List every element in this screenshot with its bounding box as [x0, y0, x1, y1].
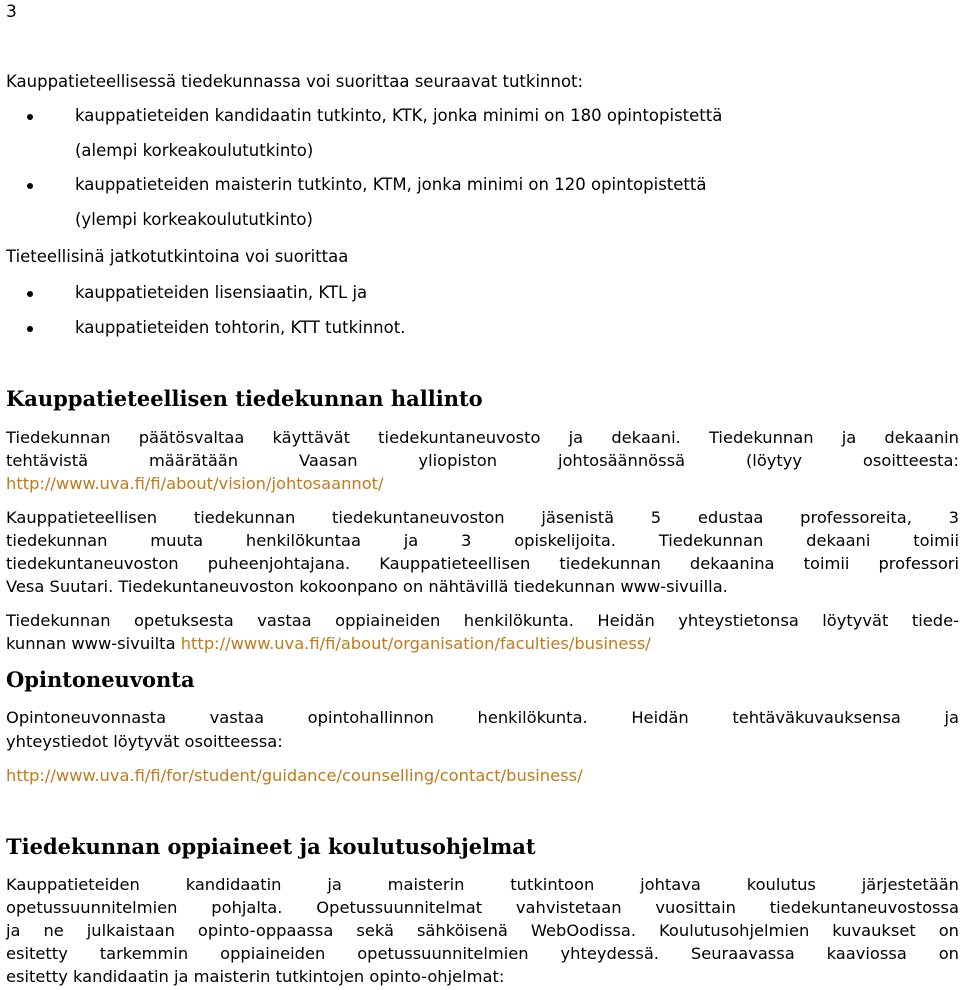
opintoneuvonta-p1-line: yhteystiedot löytyvät osoitteessa: — [6, 732, 283, 751]
list-item: kauppatieteiden lisensiaatin, KTL ja — [6, 276, 906, 311]
hallinto-p1-line — [6, 473, 959, 495]
list-item: kauppatieteiden tohtorin, KTT tutkinnot. — [6, 311, 906, 346]
postgrad-list — [6, 276, 906, 345]
hallinto-p1-line: tehtävistä määrätään Vaasan yliopiston johtosäännössä (löytyy osoitteesta: — [6, 451, 959, 470]
bullet-icon — [27, 291, 33, 297]
hallinto-p3-line: Tiedekunnan opetuksesta vastaa oppiaineiden henkilökunta. Heidän yhteystietonsa löytyvät tiede- — [6, 611, 959, 630]
section-heading-oppiaineet: Tiedekunnan oppiaineet ja koulutusohjelmat — [6, 834, 536, 859]
list-item-continuation: (alempi korkeakoulututkinto) — [75, 140, 314, 160]
postgrad-intro: Tieteellisinä jatkotutkintoina voi suorittaa — [6, 247, 349, 266]
opintoneuvonta-p1-line: Opintoneuvonnasta vastaa opintohallinnon henkilökunta. Heidän tehtäväkuvauksensa ja — [6, 708, 959, 727]
hallinto-p2-line: tiedekunnan muuta henkilökuntaa ja 3 opiskelijoita. Tiedekunnan dekaani toimii — [6, 531, 959, 550]
bullet-icon — [27, 114, 33, 120]
degrees-intro: Kauppatieteellisessä tiedekunnassa voi suorittaa seuraavat tutkinnot: — [6, 72, 584, 91]
johtosaannot-link[interactable]: http://www.uva.fi/fi/about/vision/johtosaannot/ — [6, 474, 384, 493]
list-item: kauppatieteiden maisterin tutkinto, KTM, jonka minimi on 120 opintopistettä — [6, 168, 906, 203]
degrees-list — [6, 99, 906, 237]
oppiaineet-line: esitetty tarkemmin oppiaineiden opetussuunnitelmien yhteydessä. Seuraavassa kaaviossa on — [6, 944, 959, 963]
hallinto-p1-line: Tiedekunnan päätösvaltaa käyttävät tiedekuntaneuvosto ja dekaani. Tiedekunnan ja dekaanin — [6, 428, 959, 447]
oppiaineet-line: Kauppatieteiden kandidaatin ja maisterin tutkintoon johtava koulutus järjestetään — [6, 875, 959, 894]
counselling-contact-link[interactable]: http://www.uva.fi/fi/for/student/guidance/counselling/contact/business/ — [6, 766, 583, 785]
hallinto-p2-line: Kauppatieteellisen tiedekunnan tiedekuntaneuvoston jäsenistä 5 edustaa professoreita, 3 — [6, 508, 959, 527]
section-heading-hallinto: Kauppatieteellisen tiedekunnan hallinto — [6, 386, 483, 411]
list-item-continuation: (ylempi korkeakoulututkinto) — [75, 209, 313, 229]
list-item: kauppatieteiden kandidaatin tutkinto, KTK, jonka minimi on 180 opintopistettä — [6, 99, 906, 134]
oppiaineet-line: opetussuunnitelmien pohjalta. Opetussuunnitelmat vahvistetaan vuosittain tiedekuntaneuvostossa — [6, 898, 959, 917]
bullet-icon — [27, 183, 33, 189]
hallinto-p2-line: Vesa Suutari. Tiedekuntaneuvoston kokoonpano on nähtävillä tiedekunnan www-sivuilla. — [6, 577, 728, 596]
oppiaineet-line: esitetty kandidaatin ja maisterin tutkintojen opinto-ohjelmat: — [6, 967, 505, 986]
section-heading-opintoneuvonta: Opintoneuvonta — [6, 667, 195, 692]
page-number: 3 — [6, 2, 17, 22]
oppiaineet-line: ja ne julkaistaan opinto-oppaassa sekä sähköisenä WebOodissa. Koulutusohjelmien kuvaukset on — [6, 921, 959, 940]
faculty-business-link[interactable]: http://www.uva.fi/fi/about/organisation/faculties/business/ — [180, 634, 651, 653]
hallinto-p3-line: kunnan www-sivuilta http://www.uva.fi/fi/about/organisation/faculties/business/ — [6, 634, 651, 653]
hallinto-p2-line: tiedekuntaneuvoston puheenjohtajana. Kauppatieteellisen tiedekunnan dekaanina toimii professori — [6, 554, 959, 573]
opintoneuvonta-link-line — [6, 765, 959, 787]
bullet-icon — [27, 326, 33, 332]
